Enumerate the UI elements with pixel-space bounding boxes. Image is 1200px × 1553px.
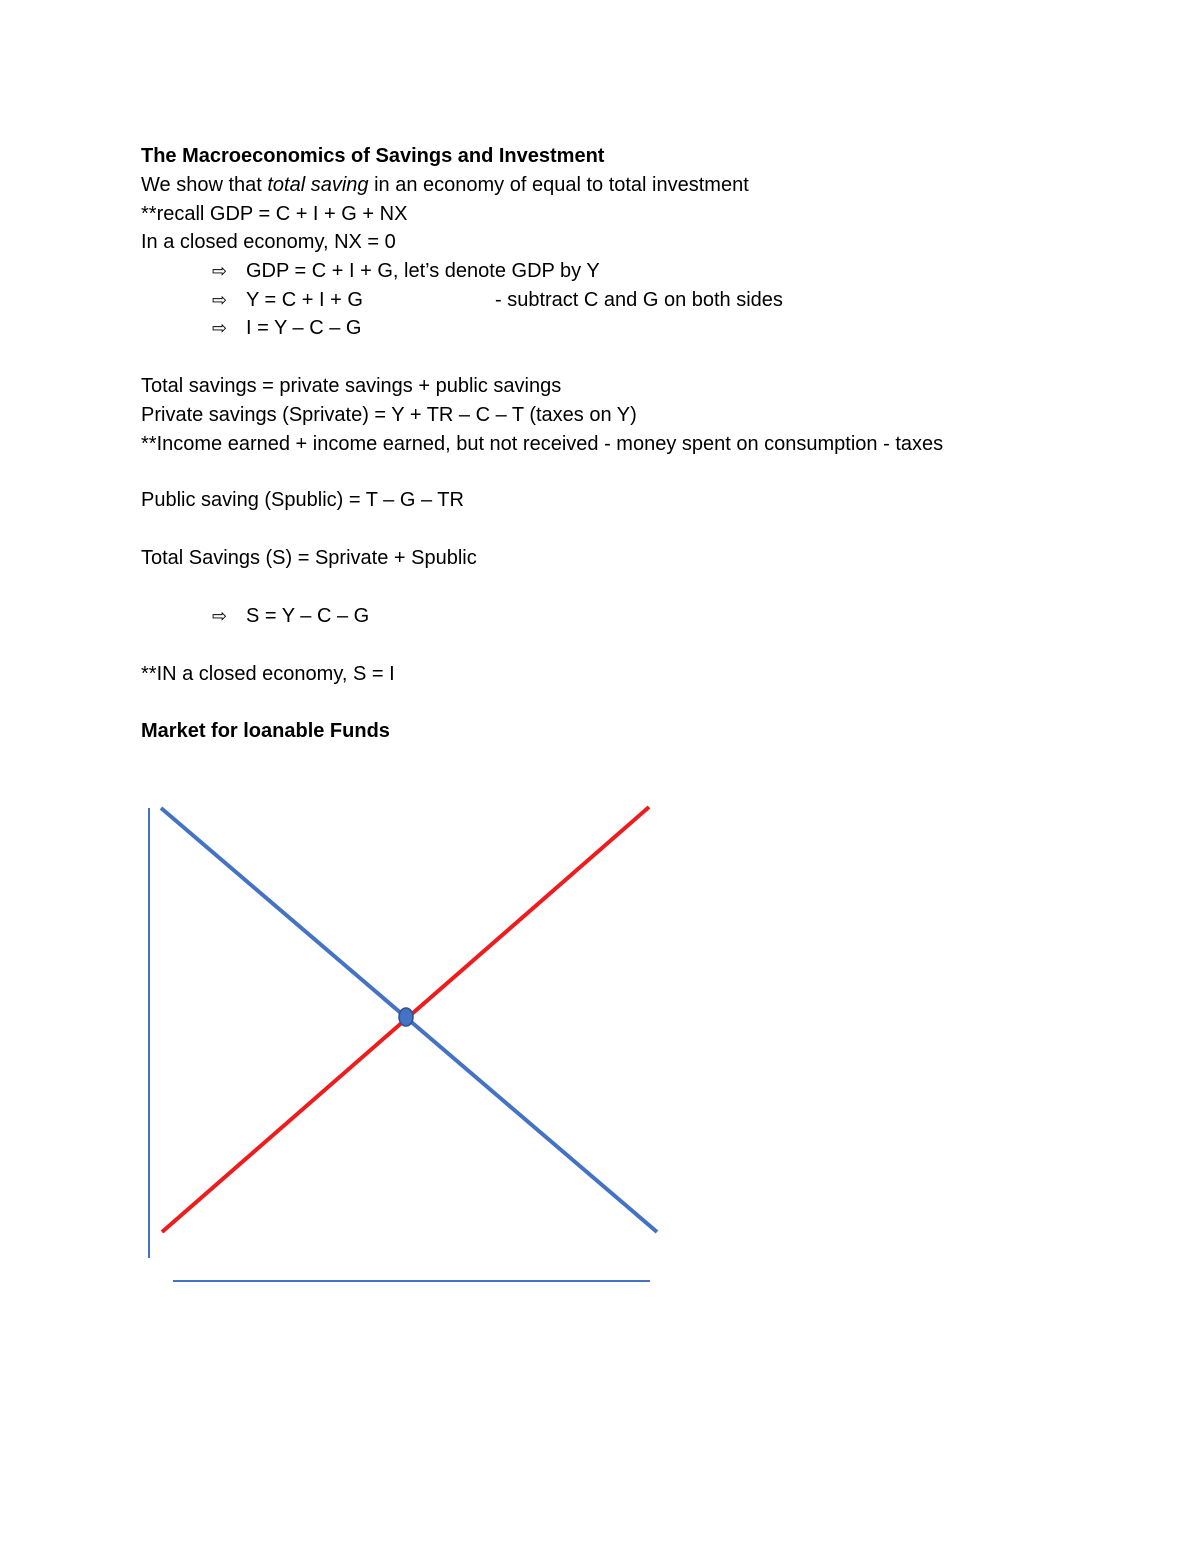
- total-savings-equation: Total Savings (S) = Sprivate + Spublic: [141, 547, 477, 569]
- derivation-text: I = Y – C – G: [246, 317, 362, 339]
- recall-gdp-line: **recall GDP = C + I + G + NX: [141, 203, 408, 225]
- total-savings-definition: Total savings = private savings + public savings: [141, 375, 562, 397]
- arrow-right-icon: ⇨: [212, 606, 228, 626]
- arrow-right-icon: ⇨: [212, 318, 228, 338]
- income-note: **Income earned + income earned, but not received - money spent on consumption - taxes: [141, 433, 944, 455]
- private-savings-definition: Private savings (Sprivate) = Y + TR – C – T (taxes on Y): [141, 404, 637, 426]
- closed-economy-result: **IN a closed economy, S = I: [141, 663, 395, 685]
- intro-text-after: in an economy of equal to total investment: [368, 174, 749, 196]
- derivation-text: GDP = C + I + G, let’s denote GDP by Y: [246, 260, 600, 282]
- section-heading-loanable-funds: Market for loanable Funds: [141, 720, 390, 742]
- page-title: The Macroeconomics of Savings and Investment: [141, 145, 605, 167]
- intro-emphasis: total saving: [267, 174, 369, 196]
- arrow-right-icon: ⇨: [212, 290, 228, 310]
- savings-result-text: S = Y – C – G: [246, 605, 370, 627]
- intro-text-before: We show that: [141, 174, 268, 196]
- equilibrium-point: [399, 1008, 413, 1026]
- public-saving-definition: Public saving (Spublic) = T – G – TR: [141, 489, 464, 511]
- closed-economy-line: In a closed economy, NX = 0: [141, 231, 396, 253]
- arrow-right-icon: ⇨: [212, 261, 228, 281]
- derivation-note: - subtract C and G on both sides: [495, 289, 783, 311]
- derivation-text: Y = C + I + G: [246, 289, 363, 311]
